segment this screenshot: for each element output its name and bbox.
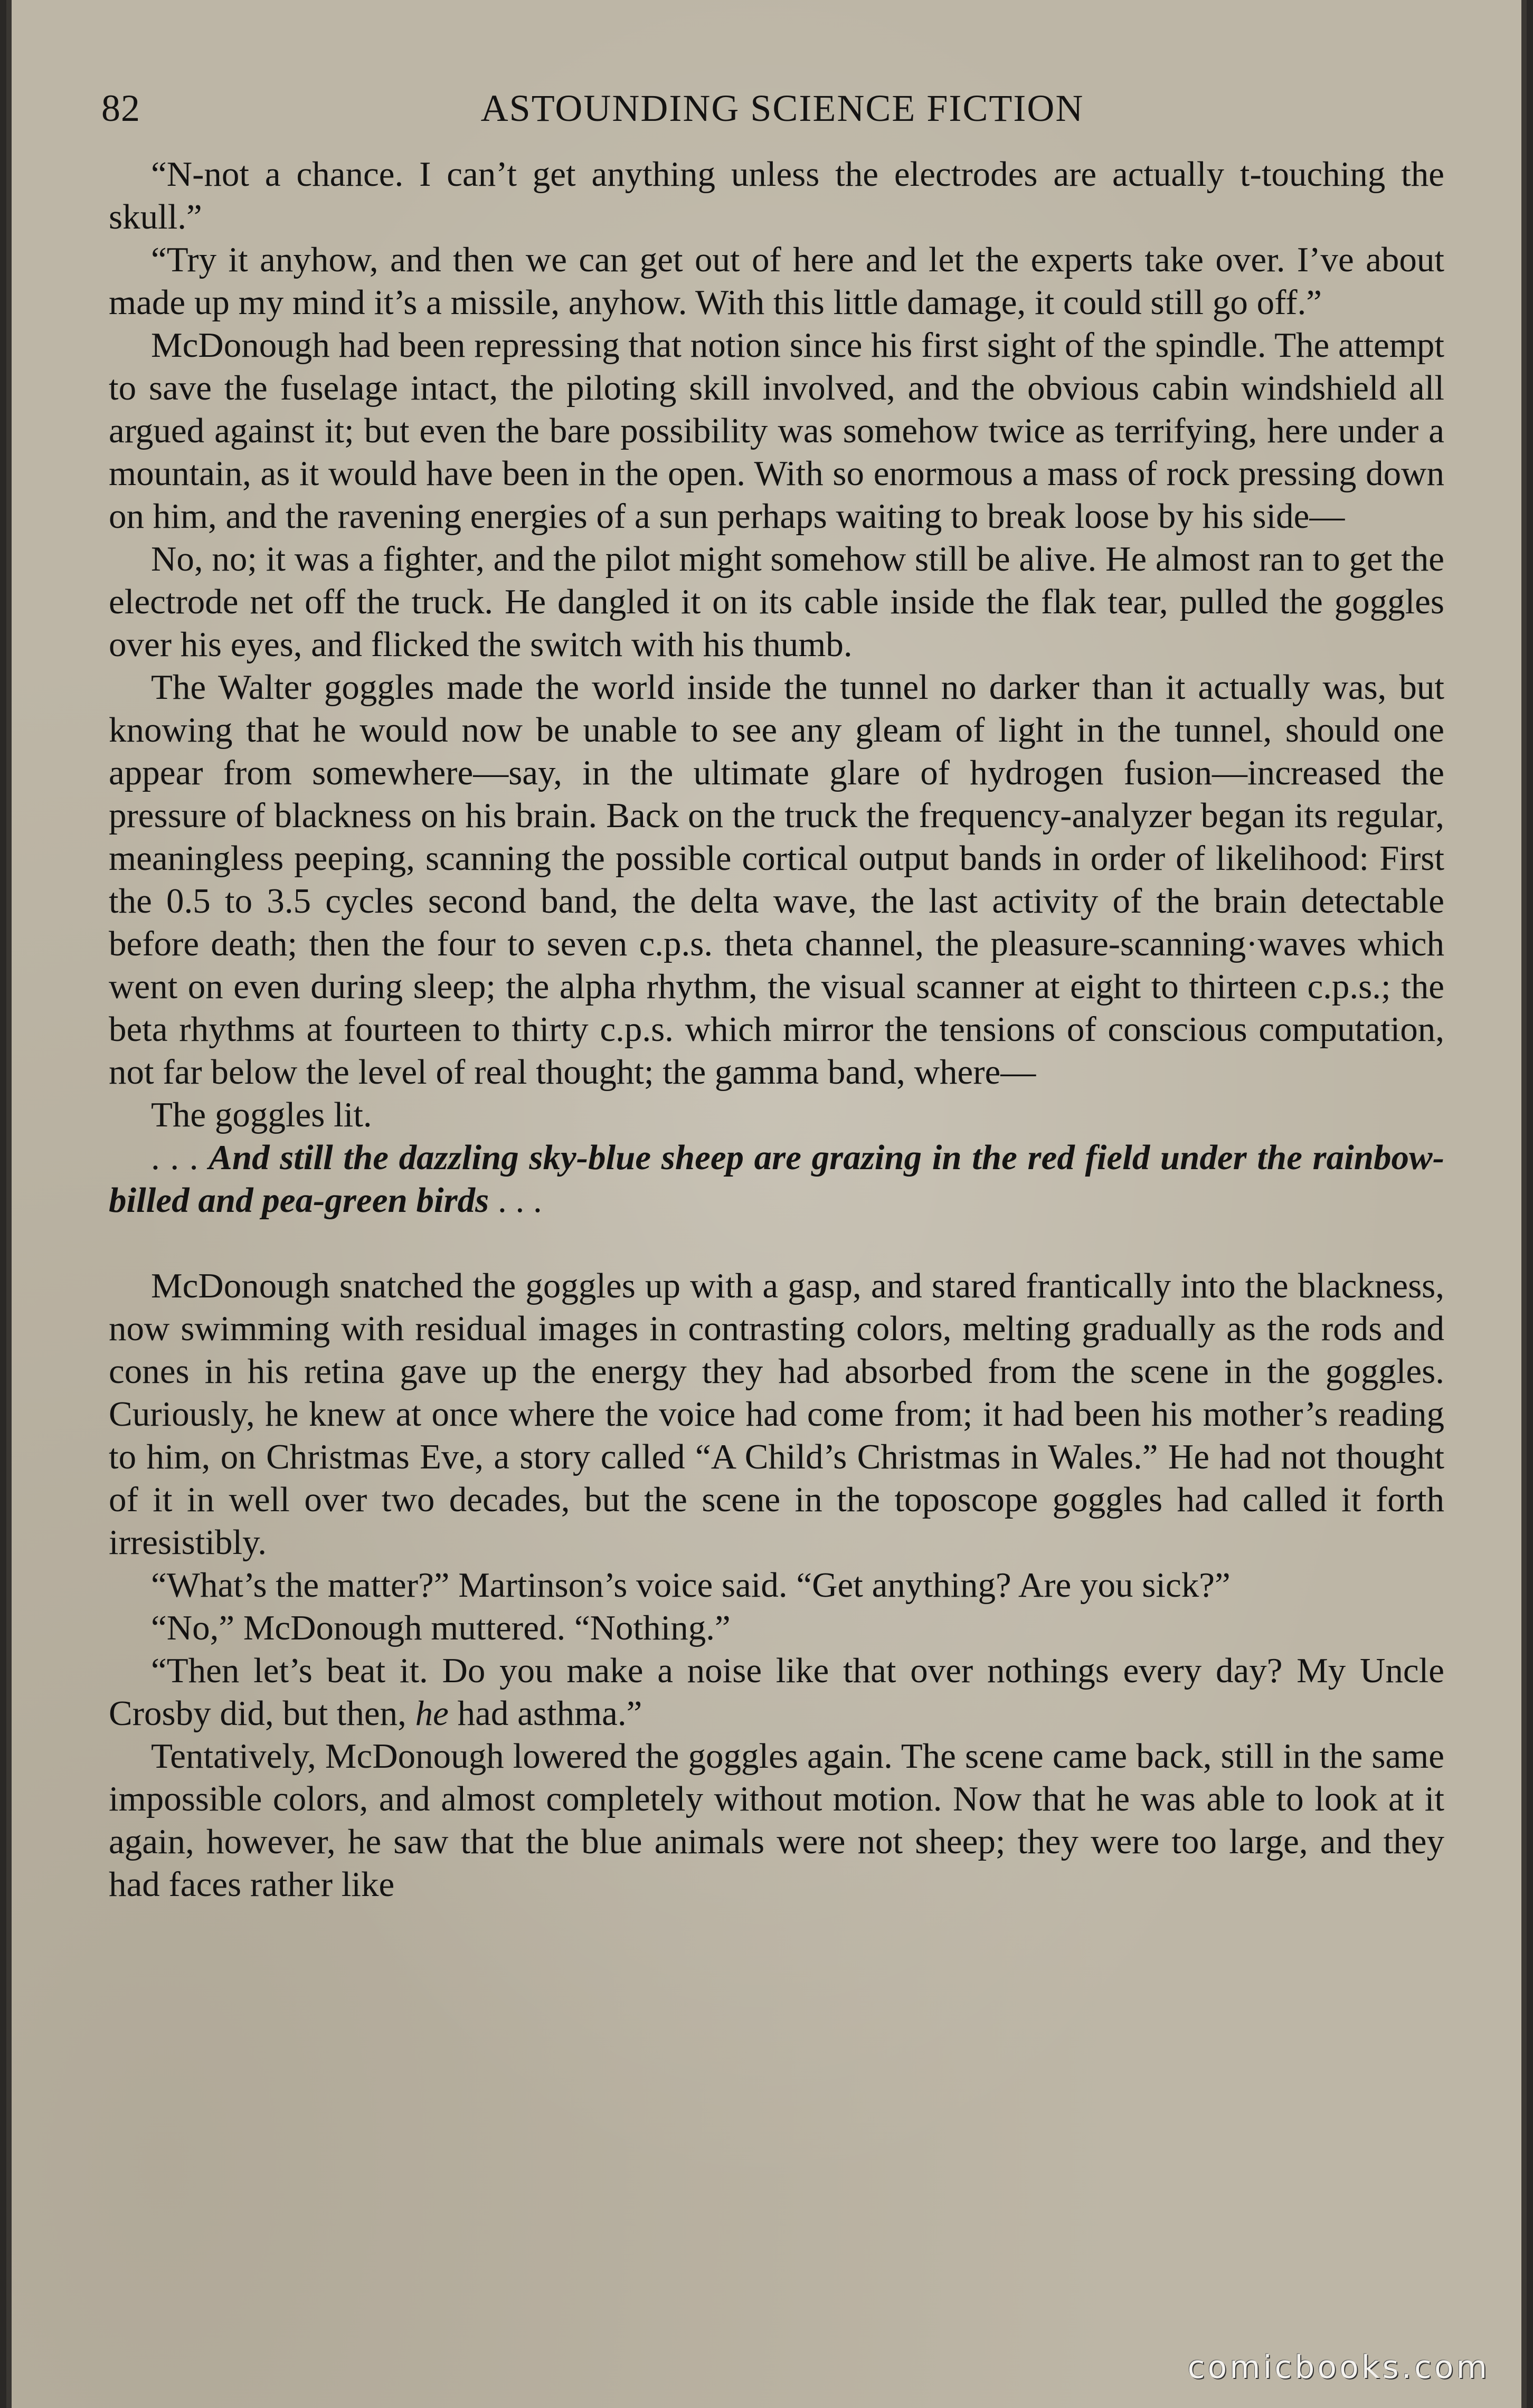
italic-text: And still the dazzling sky-blue sheep are grazing in the red field under the rainbow-billed and pea-green birds: [109, 1138, 1445, 1220]
italic-passage: [109, 1136, 1444, 1222]
paragraph: “N-not a chance. I can’t get anything unless the electrodes are actually t-touching the skull.”: [109, 155, 1444, 236]
paragraph-text: “Then let’s beat it. Do you make a noise like that over nothings every day? My Uncle Crosby did, but then,: [109, 1651, 1444, 1733]
paragraph: McDonough had been repressing that notion since his first sight of the spindle. The attempt to save the fuselage intact, the piloting skill involved, and the obvious cabin windshield all argued against it; but even the bare possibility was somehow twice as terrifying, here under a mountain, as it would have been in the open. With so enormous a mass of rock pressing down on him, and the ravening energies of a sun perhaps waiting to break loose by his side—: [109, 326, 1444, 536]
watermark: comicbooks.com: [1187, 2349, 1490, 2386]
section-break: [109, 1222, 1444, 1265]
running-head: ASTOUNDING SCIENCE FICTION: [480, 87, 1084, 129]
paragraph: Tentatively, McDonough lowered the goggles again. The scene came back, still in the same impossible colors, and almost completely without motion. Now that he was able to look at it again, however, he saw that the blue animals were not sheep; they were too large, and they had faces rather like: [109, 1737, 1444, 1904]
ellipsis: . . .: [489, 1181, 542, 1220]
paragraph: “What’s the matter?” Martinson’s voice said. “Get anything? Are you sick?”: [151, 1566, 1231, 1605]
paragraph: No, no; it was a fighter, and the pilot might somehow still be alive. He almost ran to get the electrode net off the truck. He dangled it on its cable inside the flak tear, pulled the goggles over his eyes, and flicked the switch with his thumb.: [109, 539, 1444, 664]
book-page: [6, 0, 1527, 2408]
page-number: 82: [101, 87, 140, 129]
paragraph: McDonough snatched the goggles up with a gasp, and stared frantically into the blackness, now swimming with residual images in contrasting colors, melting gradually as the rods and cones in his retina gave up the energy they had absorbed from the scene in the goggles. Curiously, he knew at once where the voice had come from; it had been his mother’s reading to him, on Christmas Eve, a story called “A Child’s Christmas in Wales.” He had not thought of it in well over two decades, but the scene in the toposcope goggles had called it forth irresistibly.: [109, 1266, 1444, 1562]
emphasis: he: [415, 1694, 449, 1733]
ellipsis: . . .: [151, 1138, 209, 1177]
page-header: [101, 82, 1432, 140]
body-text: [109, 153, 1444, 1906]
paragraph: “No,” McDonough muttered. “Nothing.”: [151, 1608, 731, 1647]
paragraph: The Walter goggles made the world inside the tunnel no darker than it actually was, but knowing that he would now be unable to see any gleam of light in the tunnel, should one appear from somewhere—say, in the ultimate glare of hydrogen fusion—increased the pressure of blackness on his brain. Back on the truck the frequency-analyzer began its regular, meaningless peeping, scanning the possible cortical output bands in order of likelihood: First the 0.5 to 3.5 cycles second band, the delta wave, the last activity of the brain detectable before death; then the four to seven c.p.s. theta channel, the pleasure-scanning·waves which went on even during sleep; the alpha rhythm, the visual scanner at eight to thirteen c.p.s.; the beta rhythms at fourteen to thirty c.p.s. which mirror the tensions of conscious computation, not far below the level of real thought; the gamma band, where—: [109, 668, 1444, 1092]
paragraph: [109, 1649, 1444, 1735]
paragraph: “Try it anyhow, and then we can get out of here and let the experts take over. I’ve about made up my mind it’s a missile, anyhow. With this little damage, it could still go off.”: [109, 240, 1444, 322]
paragraph: The goggles lit.: [151, 1095, 372, 1134]
paragraph-text: had asthma.”: [448, 1694, 642, 1733]
